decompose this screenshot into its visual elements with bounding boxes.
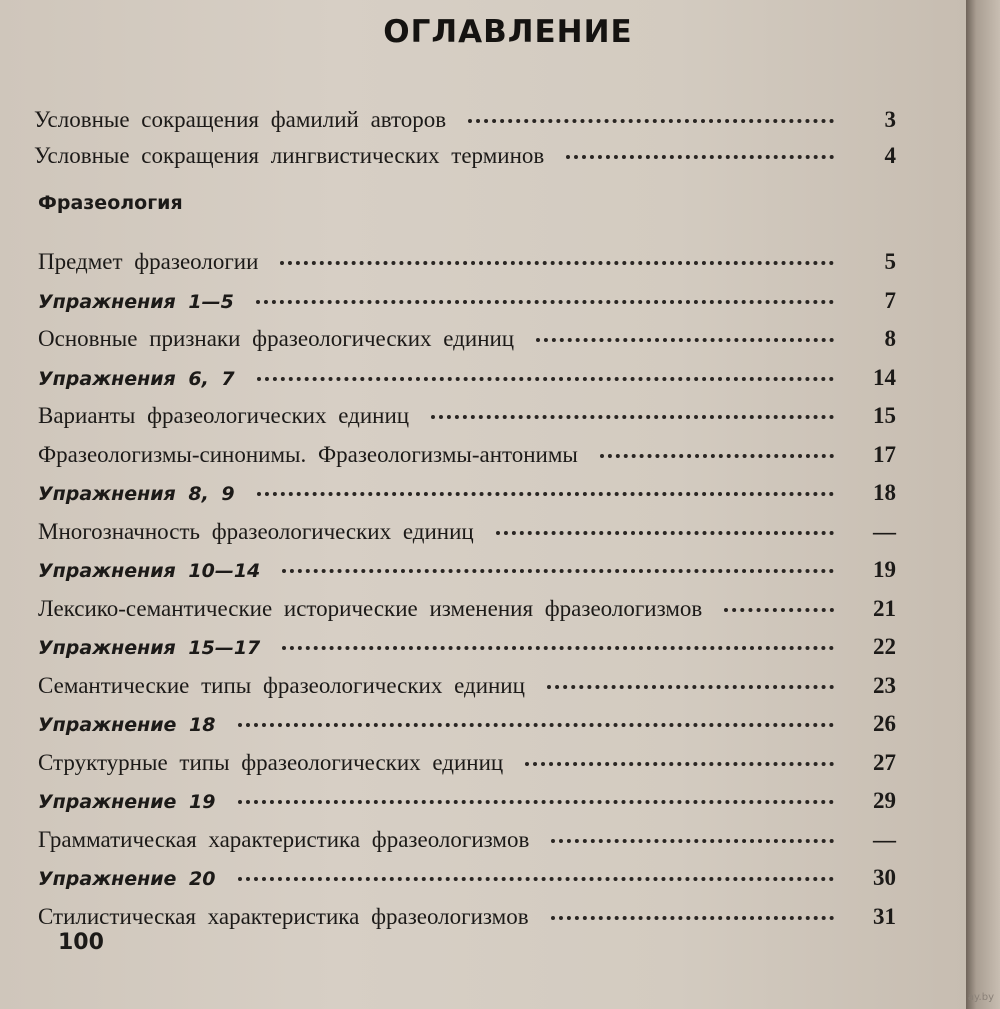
toc-entry [38,244,896,280]
toc-entry-page: 5 [884,249,896,274]
toc-entry-label: Условные сокращения фамилий авторов [34,107,447,132]
toc-entry-label: Предмет фразеологии [38,249,259,274]
toc-exercise-entry [38,783,896,819]
toc-entry-label: Грамматическая характеристика фразеологизмов [38,826,530,852]
toc-entry-label: Упражнения 15—17 [38,637,261,659]
toc-exercise-entry [38,283,896,319]
toc-entry [38,591,896,627]
toc-entry [38,321,896,357]
page-number: 100 [58,930,104,955]
toc-entry-label: Упражнения 10—14 [38,560,261,582]
dot-leader [525,762,834,766]
toc-entry-label: Упражнения 6, 7 [38,367,235,390]
toc-entry-label: Структурные типы фразеологических единиц [38,749,504,775]
dot-leader [282,646,834,650]
toc-entry-page: 30 [873,865,896,890]
toc-entry [34,102,896,138]
toc-entry-page: 7 [884,287,896,313]
dot-leader [238,723,834,727]
dot-leader [551,839,834,843]
toc-entry-page: 27 [873,749,896,775]
dot-leader [257,492,834,496]
front-matter-list [34,102,896,174]
toc-entry-page: 3 [884,107,896,132]
toc-entry-page: — [873,826,896,852]
page-title: ОГЛАВЛЕНИЕ [383,14,633,50]
toc-exercise-entry [38,552,896,588]
toc-entry-page: 26 [873,711,896,736]
dot-leader [566,155,834,159]
toc-entry-label: Семантические типы фразеологических единиц [38,672,525,698]
toc-entry-page: 18 [873,480,896,505]
toc-entry-label: Варианты фразеологических единиц [38,403,410,428]
toc-entry-label: Фразеологизмы-синонимы. Фразеологизмы-антонимы [38,441,578,467]
toc-exercise-entry [38,629,896,665]
toc-entry-label: Условные сокращения лингвистических терминов [34,143,545,168]
dot-leader [280,261,834,265]
toc-entry [38,437,896,473]
toc-entry-page: 23 [873,672,896,698]
toc-exercise-entry [38,475,896,511]
toc-entry-page: 29 [873,788,896,813]
dot-leader [256,300,834,304]
watermark: ay.by [967,992,994,1003]
toc-entry-label: Основные признаки фразеологических единиц [38,326,515,351]
dot-leader [496,531,834,535]
toc-entry-page: 19 [873,557,896,582]
dot-leader [238,877,834,881]
toc-exercise-entry [38,860,896,896]
toc-entry-page: 4 [884,143,896,168]
dot-leader [724,608,834,612]
toc-entry [38,398,896,434]
dot-leader [600,454,834,458]
toc-entry-label: Упражнения 1—5 [38,290,234,313]
toc-exercise-entry [38,360,896,396]
toc-entry-label: Упражнение 19 [38,791,216,813]
dot-leader [282,569,834,573]
toc-entry-page: 17 [873,441,896,467]
toc-entry-page: 15 [873,403,896,428]
toc-entry [34,138,896,174]
toc-entry [38,745,896,781]
toc-exercise-entry [38,706,896,742]
toc-entry [38,822,896,858]
book-gutter [966,0,1000,1009]
toc-entry-label: Стилистическая характеристика фразеологизмов [38,903,529,929]
toc-entry [38,668,896,704]
dot-leader [468,119,834,123]
toc-entry [38,514,896,550]
toc-entry-page: — [873,518,896,544]
toc-entry-label: Упражнение 20 [38,868,216,890]
toc-entry-page: 31 [873,903,896,929]
toc-entry-label: Упражнения 8, 9 [38,483,235,505]
dot-leader [551,916,834,920]
section-heading: Фразеология [38,192,183,214]
toc-entry-page: 22 [873,634,896,659]
toc-entry-label: Упражнение 18 [38,714,216,736]
dot-leader [431,415,834,419]
dot-leader [238,800,834,804]
toc-entry [38,899,896,935]
toc-entry-page: 14 [873,364,896,390]
toc-entry-label: Лексико-семантические исторические изменения фразеологизмов [38,595,703,621]
toc-entry-label: Многозначность фразеологических единиц [38,518,474,544]
toc-entry-page: 21 [873,595,896,621]
toc-entry-page: 8 [884,326,896,351]
toc-list [34,244,896,935]
dot-leader [536,338,834,342]
dot-leader [547,685,834,689]
dot-leader [257,377,834,381]
